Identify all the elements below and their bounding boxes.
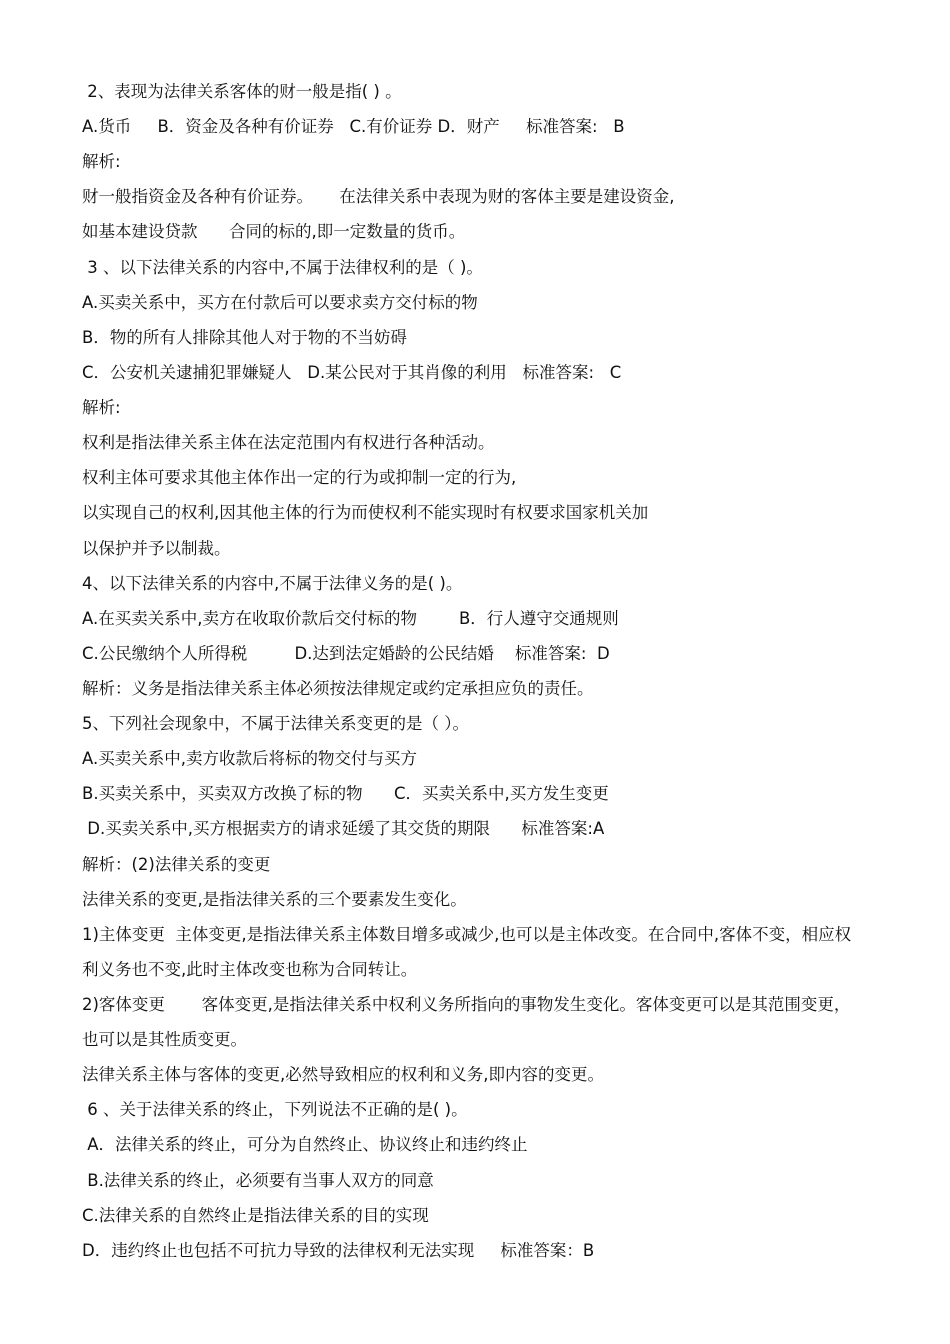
- question-2-stem: 2、表现为法律关系客体的财一般是指( ) 。: [82, 82, 402, 101]
- question-2-options: A.货币 B．资金及各种有价证券 C.有价证券 D．财产 标准答案: B: [82, 117, 625, 136]
- question-3-option-b: B．物的所有人排除其他人对于物的不当妨碍: [82, 328, 407, 347]
- analysis-text: 解析：义务是指法律关系主体必须按法律规定或约定承担应负的责任。: [82, 679, 594, 698]
- question-4-stem: 4、以下法律关系的内容中,不属于法律义务的是( )。: [82, 574, 463, 593]
- question-6-option-a: A．法律关系的终止，可分为自然终止、协议终止和违约终止: [82, 1135, 528, 1154]
- analysis-text: 1)主体变更 主体变更,是指法律关系主体数目增多或减少,也可以是主体改变。在合同中,客体不变，相应权: [82, 925, 852, 944]
- analysis-text: 也可以是其性质变更。: [82, 1030, 247, 1049]
- analysis-label: 解析:: [82, 398, 121, 417]
- question-4-options-cd: C.公民缴纳个人所得税 D.达到法定婚龄的公民结婚 标准答案: D: [82, 644, 610, 663]
- analysis-text: 以实现自己的权利,因其他主体的行为而使权利不能实现时有权要求国家机关加: [82, 503, 649, 522]
- analysis-text: 财一般指资金及各种有价证券。 在法律关系中表现为财的客体主要是建设资金,: [82, 187, 675, 206]
- analysis-text: 2)客体变更 客体变更,是指法律关系中权利义务所指向的事物发生变化。客体变更可以是其范围变更，: [82, 995, 851, 1014]
- question-6-option-b: B.法律关系的终止，必须要有当事人双方的同意: [82, 1171, 434, 1190]
- analysis-text: 解析：(2)法律关系的变更: [82, 855, 271, 874]
- analysis-text: 法律关系主体与客体的变更,必然导致相应的权利和义务,即内容的变更。: [82, 1065, 604, 1084]
- analysis-text: 权利主体可要求其他主体作出一定的行为或抑制一定的行为,: [82, 468, 517, 487]
- analysis-text: 如基本建设贷款 合同的标的,即一定数量的货币。: [82, 222, 466, 241]
- question-4-options-ab: A.在买卖关系中,卖方在收取价款后交付标的物 B．行人遵守交通规则: [82, 609, 619, 628]
- question-6-option-d: D．违约终止也包括不可抗力导致的法律权利无法实现 标准答案：B: [82, 1241, 595, 1260]
- question-5-option-d: D.买卖关系中,买方根据卖方的请求延缓了其交货的期限 标准答案:A: [82, 819, 605, 838]
- analysis-label: 解析:: [82, 152, 121, 171]
- analysis-text: 以保护并予以制裁。: [82, 539, 231, 558]
- analysis-text: 法律关系的变更,是指法律关系的三个要素发生变化。: [82, 890, 467, 909]
- question-5-option-a: A.买卖关系中,卖方收款后将标的物交付与买方: [82, 749, 417, 768]
- analysis-text: 利义务也不变,此时主体改变也称为合同转让。: [82, 960, 418, 979]
- question-5-options-bc: B.买卖关系中，买卖双方改换了标的物 C．买卖关系中,买方发生变更: [82, 784, 609, 803]
- question-3-option-a: A.买卖关系中，买方在付款后可以要求卖方交付标的物: [82, 293, 478, 312]
- question-6-stem: 6 、关于法律关系的终止，下列说法不正确的是( )。: [82, 1100, 468, 1119]
- question-3-options-cd: C．公安机关逮捕犯罪嫌疑人 D.某公民对于其肖像的利用 标准答案: C: [82, 363, 622, 382]
- question-6-option-c: C.法律关系的自然终止是指法律关系的目的实现: [82, 1206, 429, 1225]
- question-5-stem: 5、下列社会现象中，不属于法律关系变更的是（ ）。: [82, 714, 469, 733]
- question-3-stem: 3 、以下法律关系的内容中,不属于法律权利的是（ )。: [82, 258, 483, 277]
- analysis-text: 权利是指法律关系主体在法定范围内有权进行各种活动。: [82, 433, 495, 452]
